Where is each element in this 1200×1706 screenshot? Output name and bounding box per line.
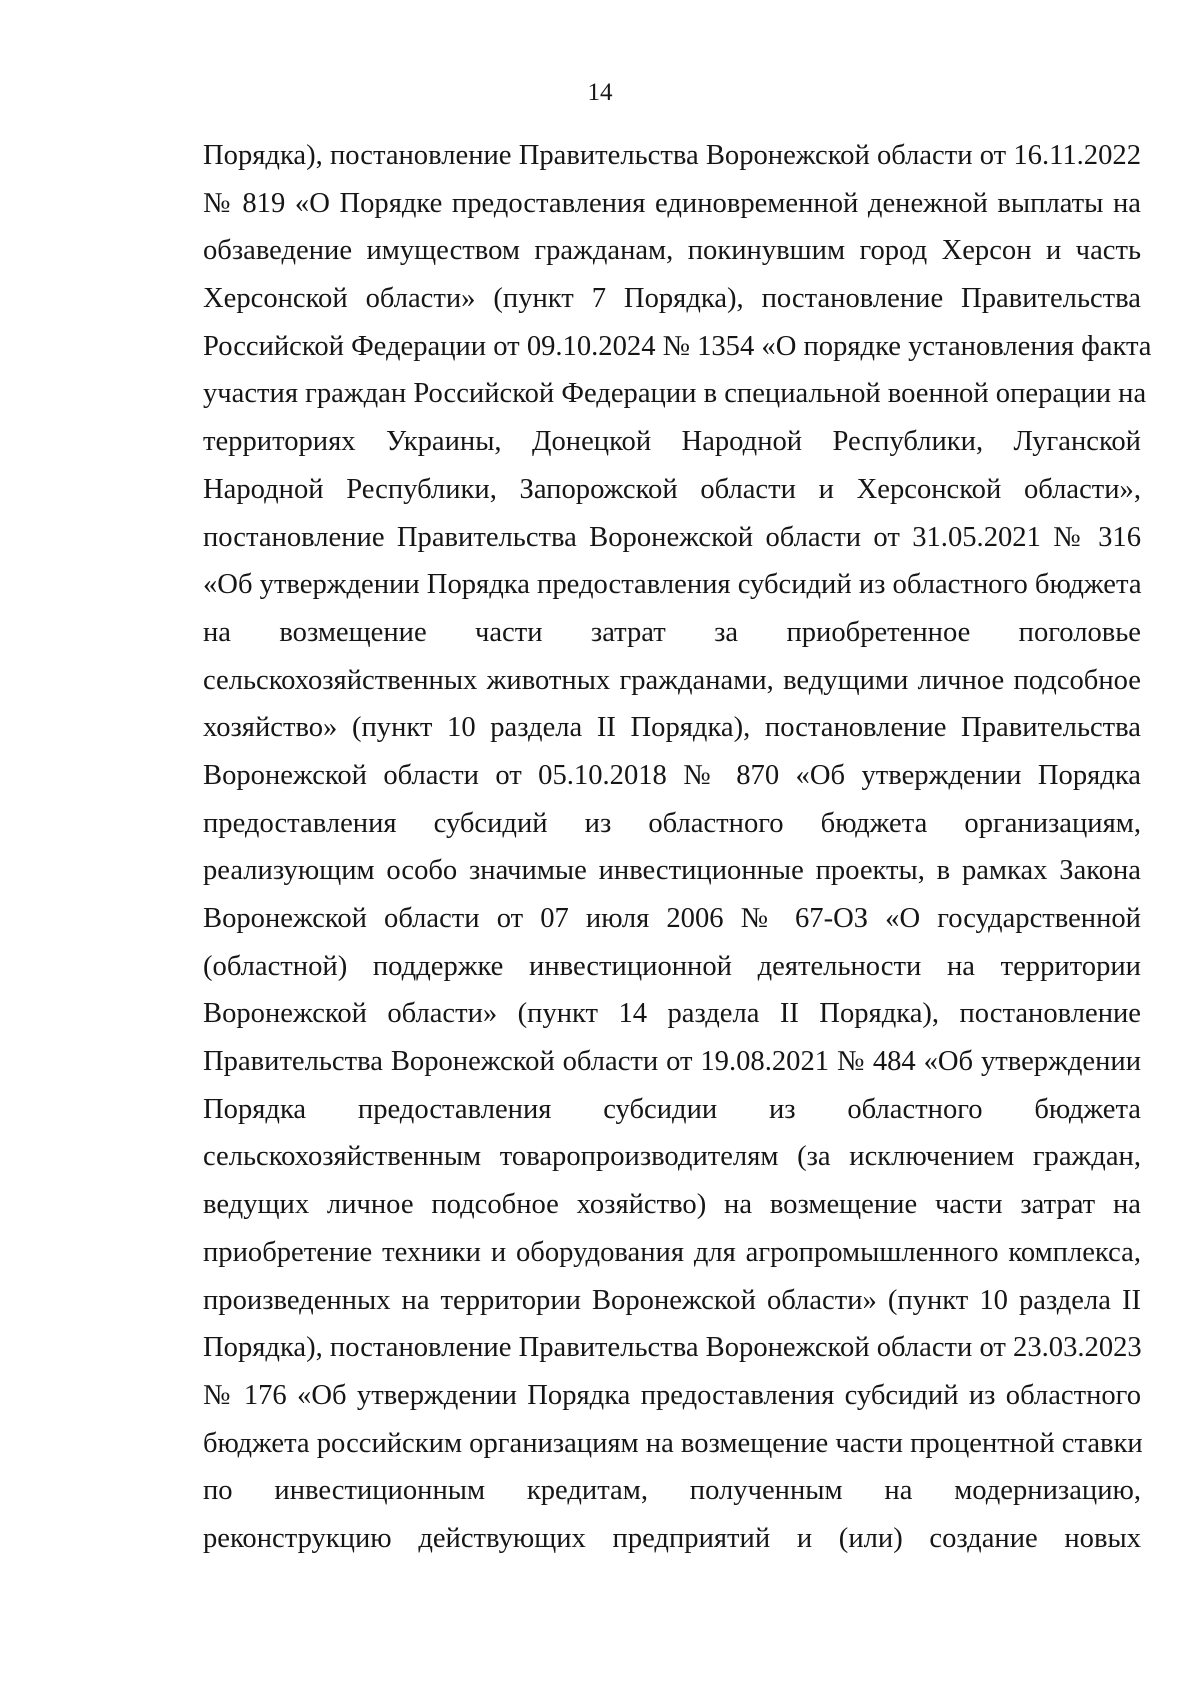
text-line: № 176 «Об утверждении Порядка предоставления субсидий из областного (203, 1379, 1141, 1411)
text-line: сельскохозяйственным товаропроизводителям (за исключением граждан, (203, 1141, 1141, 1173)
text-line: участия граждан Российской Федерации в специальной военной операции на (203, 378, 1147, 410)
text-line: обзаведение имуществом гражданам, покинувшим город Херсон и часть (203, 235, 1141, 267)
text-line: хозяйство» (пункт 10 раздела II Порядка), постановление Правительства (203, 712, 1141, 744)
page-number: 14 (587, 79, 613, 106)
text-line: Порядка), постановление Правительства Воронежской области от 23.03.2023 (203, 1332, 1142, 1364)
text-line: бюджета российским организациям на возмещение части процентной ставки (203, 1427, 1143, 1459)
text-line: сельскохозяйственных животных гражданами, ведущими личное подсобное (203, 664, 1141, 696)
body-paragraph (203, 132, 1152, 1563)
text-line: территориях Украины, Донецкой Народной Республики, Луганской (203, 426, 1141, 458)
text-line: на возмещение части затрат за приобретенное поголовье (203, 616, 1141, 648)
text-line: по инвестиционным кредитам, полученным на модернизацию, (203, 1475, 1141, 1507)
text-line: Правительства Воронежской области от 19.08.2021 № 484 «Об утверждении (203, 1046, 1141, 1078)
text-line: Воронежской области от 07 июля 2006 № 67-ОЗ «О государственной (203, 903, 1141, 934)
text-line: Херсонской области» (пункт 7 Порядка), постановление Правительства (203, 283, 1141, 315)
text-line: произведенных на территории Воронежской области» (пункт 10 раздела II (203, 1284, 1141, 1316)
text-line: Российской Федерации от 09.10.2024 № 1354 «О порядке установления факта (203, 330, 1152, 362)
text-line: постановление Правительства Воронежской области от 31.05.2021 № 316 (203, 521, 1141, 553)
text-line: реконструкцию действующих предприятий и (или) создание новых (203, 1522, 1141, 1554)
text-line: Порядка предоставления субсидии из областного бюджета (203, 1093, 1141, 1125)
text-line: реализующим особо значимые инвестиционные проекты, в рамках Закона (203, 855, 1141, 887)
text-line: предоставления субсидий из областного бюджета организациям, (203, 807, 1141, 839)
text-line: № 819 «О Порядке предоставления единовременной денежной выплаты на (203, 187, 1141, 219)
text-line: Порядка), постановление Правительства Воронежской области от 16.11.2022 (203, 140, 1141, 171)
text-line: Воронежской области» (пункт 14 раздела II Порядка), постановление (203, 998, 1141, 1030)
text-line: ведущих личное подсобное хозяйство) на возмещение части затрат на (203, 1189, 1141, 1221)
text-line: Народной Республики, Запорожской области и Херсонской области», (203, 473, 1141, 505)
text-line: (областной) поддержке инвестиционной деятельности на территории (203, 950, 1141, 982)
text-line: Воронежской области от 05.10.2018 № 870 «Об утверждении Порядка (203, 759, 1141, 791)
text-line: «Об утверждении Порядка предоставления субсидий из областного бюджета (203, 569, 1142, 601)
text-line: приобретение техники и оборудования для агропромышленного комплекса, (203, 1236, 1141, 1268)
